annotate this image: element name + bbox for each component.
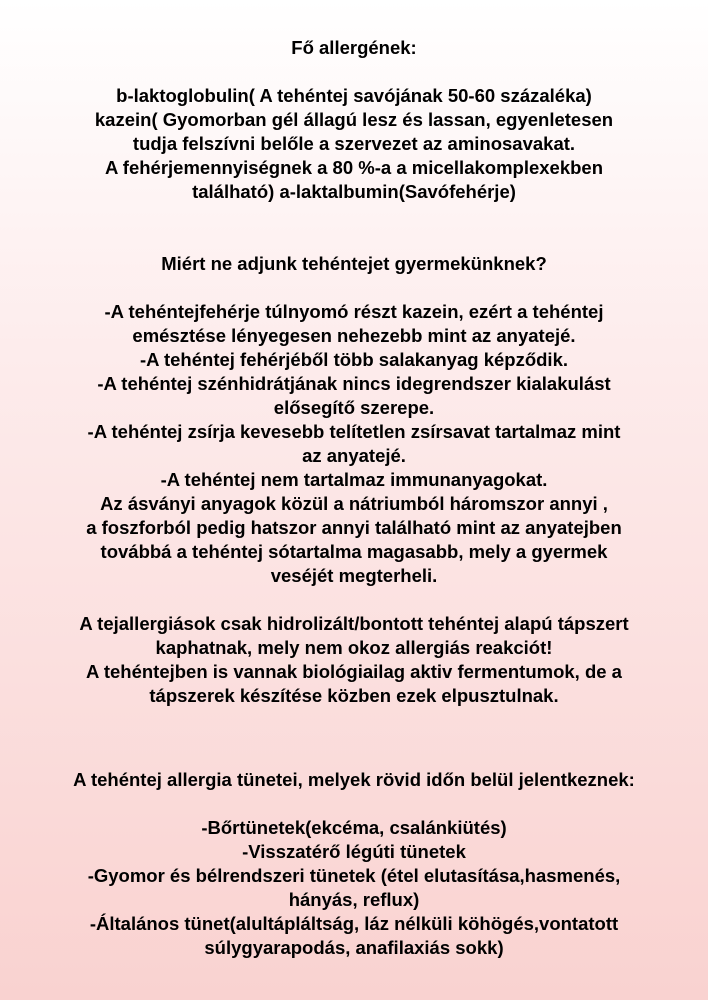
symptoms-line: -Bőrtünetek(ekcéma, csalánkiütés): [201, 817, 507, 838]
spacer: [0, 708, 708, 768]
allergens-line: b-laktoglobulin( A tehéntej savójának 50-60 százaléka): [116, 85, 592, 106]
symptoms-line: hányás, reflux): [288, 889, 420, 910]
why-line: veséjét megterheli.: [270, 565, 438, 586]
why-line: Az ásványi anyagok közül a nátriumból háromszor annyi ,: [100, 493, 608, 514]
why-line: -A tehéntej nem tartalmaz immunanyagokat.: [160, 469, 548, 490]
why-line: -A tehéntej szénhidrátjának nincs idegrendszer kialakulást: [97, 373, 611, 394]
why-line: a foszforból pedig hatszor annyi található mint az anyatejben: [86, 517, 622, 538]
symptoms-line: -Általános tünet(alultápláltság, láz nélküli köhögés,vontatott: [89, 913, 619, 934]
formula-line: tápszerek készítése közben ezek elpusztulnak.: [149, 685, 559, 706]
allergens-line: A fehérjemennyiségnek a 80 %-a a micellakomplexekben: [104, 157, 604, 178]
spacer: [0, 276, 708, 300]
allergens-title: Fő allergének:: [291, 37, 417, 58]
symptoms-line: -Visszatérő légúti tünetek: [242, 841, 466, 862]
why-line: emésztése lényegesen nehezebb mint az anyatejé.: [132, 325, 576, 346]
spacer: [0, 60, 708, 84]
formula-line: A tehéntejben is vannak biológiailag aktiv fermentumok, de a: [86, 661, 622, 682]
formula-line: kaphatnak, mely nem okoz allergiás reakciót!: [155, 637, 553, 658]
why-title: Miért ne adjunk tehéntejet gyermekünknek?: [161, 253, 547, 274]
spacer: [0, 204, 708, 252]
spacer: [0, 588, 708, 612]
why-line: elősegítő szerepe.: [273, 397, 435, 418]
symptoms-line: súlygyarapodás, anafilaxiás sokk): [204, 937, 504, 958]
spacer: [0, 792, 708, 816]
why-line: továbbá a tehéntej sótartalma magasabb, mely a gyermek: [100, 541, 608, 562]
formula-section: [0, 612, 708, 708]
formula-line: A tejallergiások csak hidrolizált/bontott tehéntej alapú tápszert: [79, 613, 629, 634]
allergens-section: [0, 36, 708, 204]
allergens-line: található) a-laktalbumin(Savófehérje): [192, 181, 516, 202]
why-line: az anyatejé.: [302, 445, 406, 466]
symptoms-section: [0, 768, 708, 960]
why-section: [0, 252, 708, 588]
symptoms-line: -Gyomor és bélrendszeri tünetek (étel elutasítása,hasmenés,: [87, 865, 621, 886]
allergens-line: kazein( Gyomorban gél állagú lesz és lassan, egyenletesen: [94, 109, 614, 130]
why-line: -A tehéntej fehérjéből több salakanyag képződik.: [140, 349, 568, 370]
why-line: -A tehéntej zsírja kevesebb telítetlen zsírsavat tartalmaz mint: [87, 421, 621, 442]
symptoms-title: A tehéntej allergia tünetei, melyek rövid időn belül jelentkeznek:: [73, 769, 635, 790]
allergens-line: tudja felszívni belőle a szervezet az aminosavakat.: [132, 133, 576, 154]
why-line: -A tehéntejfehérje túlnyomó részt kazein, ezért a tehéntej: [104, 301, 604, 322]
